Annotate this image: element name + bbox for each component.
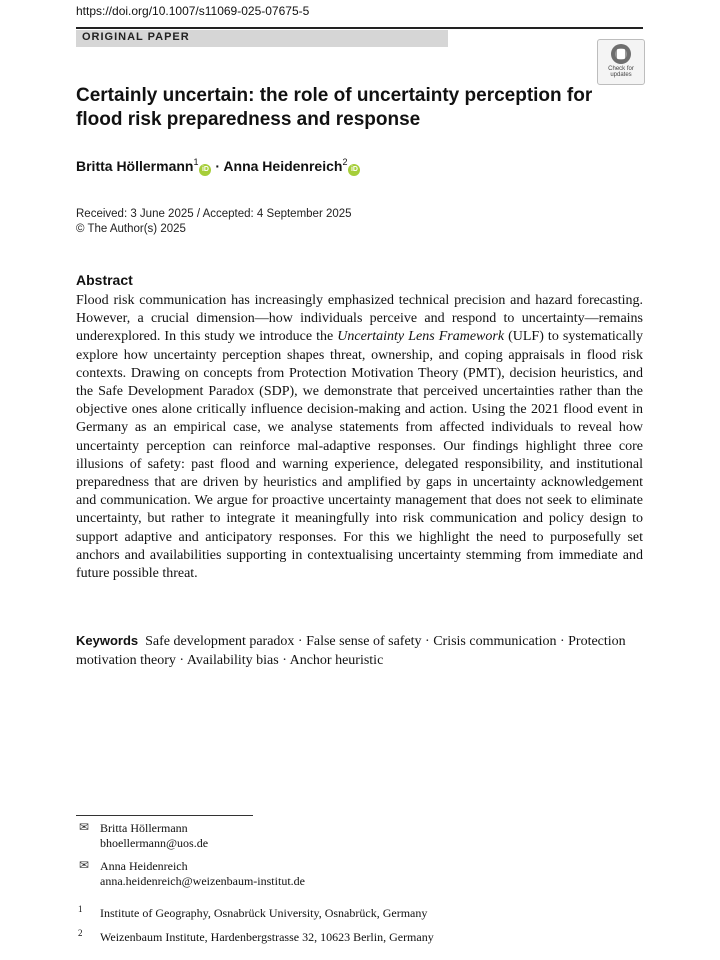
- keywords-list: Safe development paradox · False sense of safety · Crisis communication · Protection motivation theory · Availability bias · Anchor heuristic: [76, 634, 626, 668]
- article-type-label: ORIGINAL PAPER: [82, 31, 190, 43]
- keywords: [76, 632, 643, 670]
- envelope-icon: ✉: [79, 820, 90, 834]
- affiliation: Institute of Geography, Osnabrück University, Osnabrück, Germany: [100, 906, 428, 920]
- publication-info: [76, 207, 352, 237]
- badge-text-line-2: updates: [610, 72, 632, 78]
- author-affiliation-number: 2: [342, 157, 348, 167]
- orcid-icon[interactable]: iD: [348, 164, 360, 176]
- paper-title: Certainly uncertain: the role of uncertainty perception for flood risk preparedness and response: [76, 85, 593, 130]
- abstract-part-2: (ULF) to systematically explore how uncertainty perception shapes threat, ownership, and coping appraisals in flood risk contexts. Drawing on concepts from Protection Motivation Theory (PMT), decision heuristics, and the Safe Development Paradox (SDP), we demonstrate that perceived uncertainties rather than the objective ones alone critically influence decision-making and action. Using the 2021 flood event in Germany as an empirical case, we analyse statements from affected individuals to reveal how uncertainty perception can reinforce mal-adaptive responses. Our findings highlight three core illusions of safety: past flood and warning experience, delegated responsibility, and institutional preparedness that are driven by heuristics and amplified by gaps in uncertainty acknowledgement and communication. We argue for proactive uncertainty management that does not seek to eliminate uncertainty, but rather to integrate it meaningfully into risk communication and policy design to support adaptive and anticipatory responses. For this we highlight the need to purposefully set anchors and availabilities supporting in contextualising uncertainty stemming from immediate and future possible threat.: [76, 329, 643, 582]
- doi-link[interactable]: https://doi.org/10.1007/s11069-025-07675-5: [76, 4, 310, 18]
- affiliation: Weizenbaum Institute, Hardenbergstrasse 32, 10623 Berlin, Germany: [100, 930, 434, 944]
- contact-name: Anna Heidenreich: [100, 859, 188, 873]
- envelope-icon: ✉: [79, 858, 90, 872]
- contact-block: [100, 821, 208, 851]
- contact-name: Britta Höllermann: [100, 821, 188, 835]
- author-separator: ·: [215, 158, 221, 174]
- copyright-notice: © The Author(s) 2025: [76, 223, 186, 235]
- keywords-label: Keywords: [76, 633, 139, 648]
- author-name[interactable]: Britta Höllermann: [76, 158, 194, 174]
- orcid-icon[interactable]: iD: [199, 164, 211, 176]
- abstract-text: [76, 292, 643, 583]
- author-affiliation-number: 1: [193, 157, 199, 167]
- affiliation-number: 1: [78, 904, 83, 914]
- footnote-rule: [76, 815, 253, 816]
- author-name[interactable]: Anna Heidenreich: [223, 158, 343, 174]
- header-rule: [76, 27, 643, 29]
- abstract-heading: Abstract: [76, 272, 133, 288]
- contact-email[interactable]: anna.heidenreich@weizenbaum-institut.de: [100, 874, 305, 888]
- badge-text-line-1: Check for: [608, 66, 634, 72]
- contact-email[interactable]: bhoellermann@uos.de: [100, 836, 209, 850]
- abstract-framework-name: Uncertainty Lens Framework: [337, 329, 505, 345]
- affiliation-number: 2: [78, 928, 83, 938]
- abstract-part-1: Flood risk communication has increasingly emphasized technical precision and hazard forecasting. However, a crucial dimension—how individuals perceive and respond to uncertainty—remains underexplored. In this study we introduce the: [76, 293, 643, 345]
- contact-block: [100, 859, 305, 889]
- author-list: [76, 157, 360, 176]
- check-for-updates-badge[interactable]: [597, 39, 645, 85]
- badge-text: [598, 66, 644, 78]
- received-accepted-dates: Received: 3 June 2025 / Accepted: 4 September 2025: [76, 208, 352, 220]
- check-for-updates-icon: [610, 43, 632, 65]
